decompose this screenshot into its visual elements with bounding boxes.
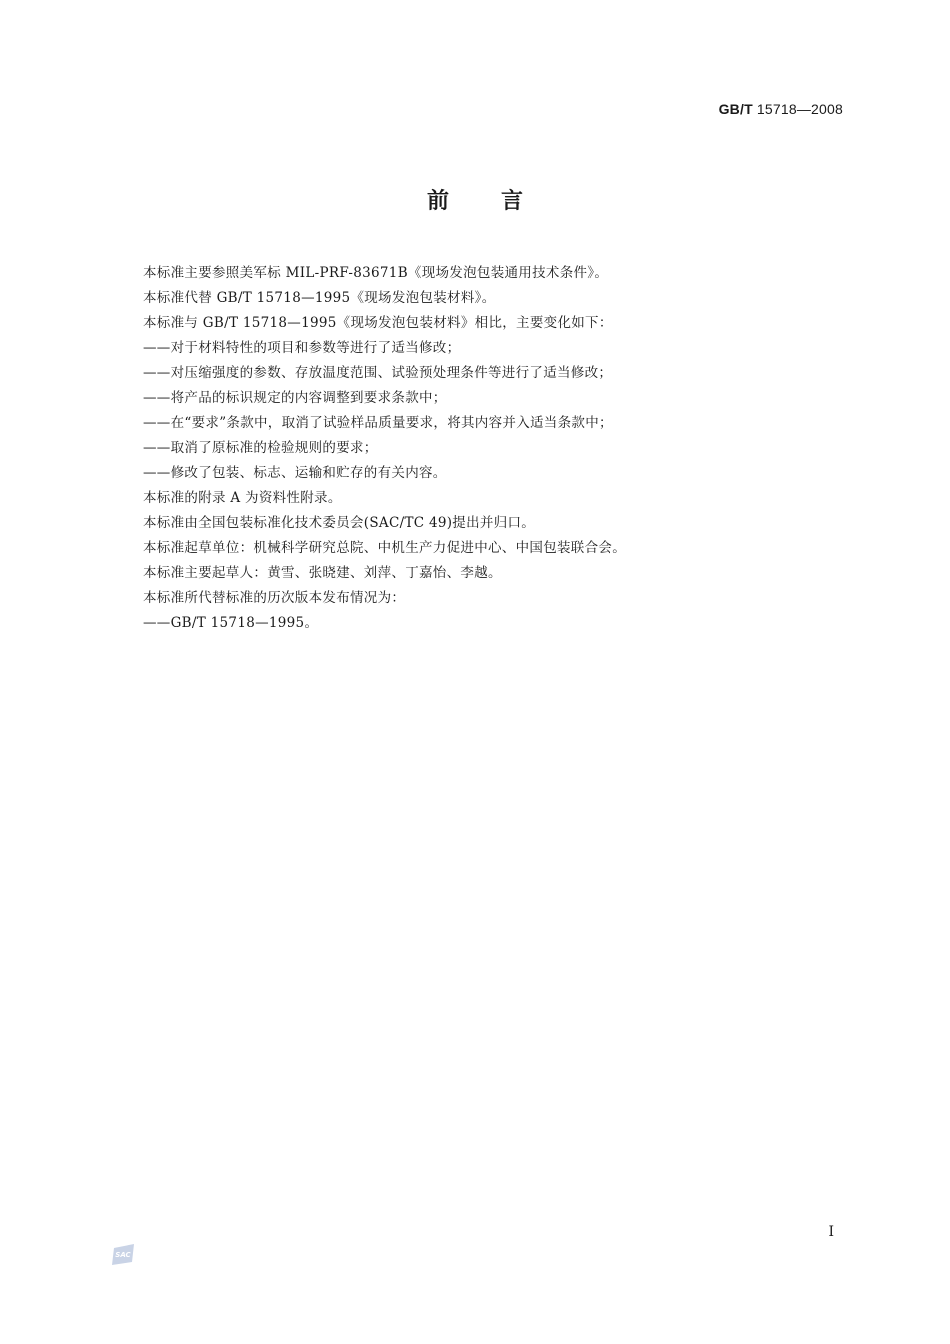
foreword-line: 本标准主要参照美军标 MIL-PRF-83671B《现场发泡包装通用技术条件》。 bbox=[143, 265, 609, 281]
foreword-line: ——修改了包装、标志、运输和贮存的有关内容。 bbox=[143, 465, 447, 481]
foreword-line: ——GB/T 15718—1995。 bbox=[143, 615, 319, 631]
page-number: I bbox=[828, 1224, 834, 1240]
foreword-line: 本标准所代替标准的历次版本发布情况为： bbox=[143, 590, 406, 606]
foreword-body bbox=[143, 261, 833, 636]
foreword-line: ——将产品的标识规定的内容调整到要求条款中； bbox=[143, 390, 447, 406]
standard-prefix: GB/T bbox=[718, 101, 753, 117]
foreword-line: 本标准主要起草人：黄雪、张晓建、刘萍、丁嘉怡、李越。 bbox=[143, 565, 502, 581]
foreword-line: ——在“要求”条款中，取消了试验样品质量要求，将其内容并入适当条款中； bbox=[143, 415, 613, 431]
standard-number: 15718—2008 bbox=[756, 101, 843, 117]
foreword-line: 本标准起草单位：机械科学研究总院、中机生产力促进中心、中国包装联合会。 bbox=[143, 540, 626, 556]
logo-text: SAC bbox=[115, 1251, 131, 1259]
foreword-line: 本标准由全国包装标准化技术委员会(SAC/TC 49)提出并归口。 bbox=[143, 515, 536, 531]
sac-logo-icon bbox=[110, 1240, 138, 1268]
foreword-line: 本标准代替 GB/T 15718—1995《现场发泡包装材料》。 bbox=[143, 290, 496, 306]
foreword-line: ——取消了原标准的检验规则的要求； bbox=[143, 440, 378, 456]
standard-code bbox=[719, 101, 843, 117]
foreword-line: ——对压缩强度的参数、存放温度范围、试验预处理条件等进行了适当修改； bbox=[143, 365, 613, 381]
page-title: 前言 bbox=[426, 189, 575, 214]
foreword-line: ——对于材料特性的项目和参数等进行了适当修改； bbox=[143, 340, 461, 356]
foreword-line: 本标准与 GB/T 15718—1995《现场发泡包装材料》相比，主要变化如下： bbox=[143, 315, 613, 331]
foreword-line: 本标准的附录 A 为资料性附录。 bbox=[143, 490, 342, 506]
